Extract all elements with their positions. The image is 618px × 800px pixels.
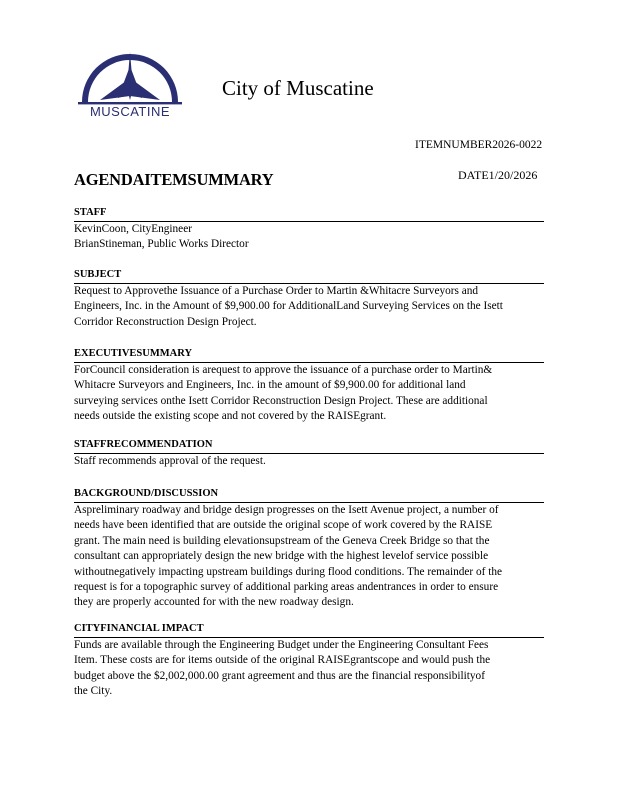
subject-line: Corridor Reconstruction Design Project. [74,315,257,328]
agenda-date: DATE1/20/2026 [458,168,538,182]
city-title: City of Muscatine [222,76,374,100]
background-section [74,487,544,611]
item-number: ITEMNUMBER2026-0022 [415,139,543,151]
staff-line: KevinCoon, CityEngineer [74,223,192,235]
subject-line: Engineers, Inc. in the Amount of $9,900.00 for AdditionalLand Surveying Services on the Isett [74,300,503,313]
background-line: request is for a topographic survey of additional parking areas andentrances in order to ensure [74,581,499,594]
background-line: Aspreliminary roadway and bridge design progresses on the Isett Avenue project, a number of [74,504,499,516]
section-heading: EXECUTIVESUMMARY [74,347,544,363]
staff-section [74,206,544,253]
staff-line: BrianStineman, Public Works Director [74,238,249,251]
background-line: needs have been identified that are outside the original scope of work covered by the RAISE [74,519,493,532]
background-line: grant. The main need is building elevationsupstream of the Geneva Creek Bridge so that the [74,534,490,547]
section-heading: BACKGROUND/DISCUSSION [74,487,544,503]
section-heading: CITYFINANCIAL IMPACT [74,622,544,638]
financial-impact-section [74,622,544,700]
summary-line: Whitacre Surveyors and Engineers, Inc. in the amount of $9,900.00 for additional land [74,379,466,392]
summary-line: surveying services onthe Isett Corridor Reconstruction Design Project. These are additional [74,394,488,407]
financial-line: the City. [74,685,113,698]
financial-line: Funds are available through the Engineering Budget under the Engineering Consultant Fees [74,639,489,651]
agenda-title: AGENDAITEMSUMMARY [74,170,274,189]
executive-summary-section [74,347,544,425]
summary-line: ForCouncil consideration is arequest to approve the issuance of a purchase order to Martin& [74,364,493,376]
section-heading: SUBJECT [74,268,544,284]
subject-section [74,268,544,330]
financial-line: Item. These costs are for items outside of the original RAISEgrantscope and would push the [74,654,491,667]
summary-line: needs outside the existing scope and not covered by the RAISEgrant. [74,410,387,423]
section-heading: STAFFRECOMMENDATION [74,438,544,454]
logo-wordmark: MUSCATINE [89,104,171,119]
staff-recommendation-section [74,438,544,469]
background-line: they are properly accounted for with the new roadway design. [74,596,354,609]
subject-line: Request to Approvethe Issuance of a Purchase Order to Martin &Whitacre Surveyors and [74,285,479,297]
background-line: consultant can appropriately design the new bridge with the highest levelof service possible [74,550,489,563]
section-heading: STAFF [74,206,544,222]
background-line: withoutnegatively impacting upstream buildings during flood conditions. The remainder of the [74,565,503,578]
recommendation-line: Staff recommends approval of the request. [74,455,266,467]
financial-line: budget above the $2,002,000.00 grant agreement and thus are the financial responsibilityof [74,669,485,682]
